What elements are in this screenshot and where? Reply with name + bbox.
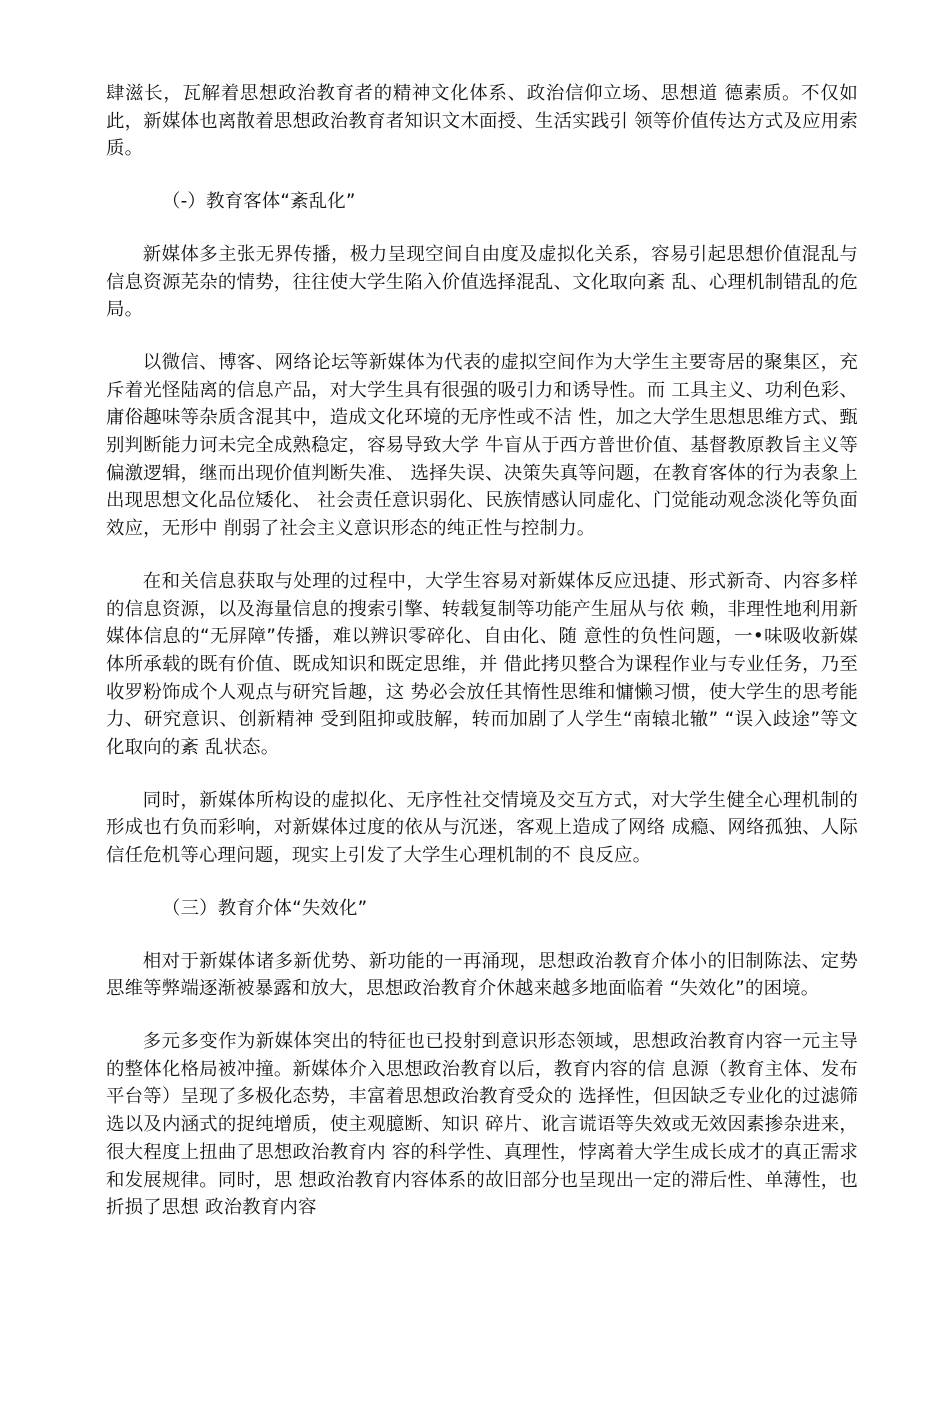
paragraph: 新媒体多主张无界传播，极力呈现空间自由度及虚拟化关系，容易引起思想价值混乱与信息资源芜杂的情势，往往使大学生陷入价值选择混乱、文化取向紊 乱、心理机制错乱的危局。 [106, 243, 858, 321]
paragraph: 以微信、博客、网络论坛等新媒体为代表的虚拟空间作为大学生主要寄居的聚集区，充斥着光怪陆离的信息产品，对大学生具有很强的吸引力和诱导性。而 工具主义、功利色彩、庸俗趣味等杂质含混其中，造成文化环境的无序性或不洁 性，加之大学生思想思维方式、甄别判断能力诃未完全成熟稳定，容易导致大学 牛盲从于西方普世价值、基督教原教旨主义等偏激逻辑，继而出现价值判断失准、 选择失误、决策失真等问题，在教育客体的行为表象上出现思想文化品位矮化、 社会责任意识弱化、民族情感认同虚化、门觉能动观念淡化等负面效应，无形中 削弱了社会主义意识形态的纯正性与控制力。 [106, 351, 858, 540]
paragraph: 多元多变作为新媒体突出的特征也已投射到意识形态领域，思想政治教育内容一元主导的整体化格局被冲撞。新媒体介入思想政治教育以后，教育内容的信 息源（教育主体、发布平台等）呈现了多极化态势，丰富着思想政治教育受众的 选择性，但因缺乏专业化的过滤筛选以及内涵式的捉纯增质，使主观臆断、知识 碎片、讹言谎语等失效或无效因素掺杂进来，很大程度上扭曲了思想政治教育内 容的科学性、真理性，悖离着大学生成长成才的真正需求和发展规律。同时，思 想政治教育内容体系的故旧部分也呈现出一定的滞后性、单薄性，也折损了思想 政治教育内容 [106, 1030, 858, 1219]
document-page [106, 80, 858, 1247]
paragraph: 同时，新媒体所构设的虚拟化、无序性社交情境及交互方式，对大学生健全心理机制的形成也冇负而彩响，对新媒体过度的依从与沉迷，客观上造成了网络 成瘾、网络孤独、人际信任危机等心理问题，现实上引发了大学生心理机制的不 良反应。 [106, 789, 858, 867]
paragraph-continuation: 肆滋长，瓦解着思想政治教育者的精神文化体系、政治信仰立场、思想道 德素质。不仅如此，新媒体也离散着思想政治教育者知识文木面授、生活实践引 领等价值传达方式及应用索质。 [106, 83, 858, 160]
section-heading-education-medium: （三）教育介体“失效化” [162, 897, 368, 919]
paragraph: 相对于新媒体诸多新优势、新功能的一再涌现，思想政治教育介体小的旧制陈法、定势思维等弊端逐渐被暴露和放大，思想政治教育介休越来越多地面临着 “失效化”的困境。 [106, 950, 858, 1000]
section-heading-education-object: （-）教育客体“紊乱化” [162, 191, 356, 213]
paragraph: 在和关信息获取与处理的过程中，大学生容易对新媒体反应迅捷、形式新奇、内容多样的信息资源，以及海量信息的搜索引擎、转载复制等功能产生屈从与依 赖，非理性地利用新媒体信息的“无屏障”传播，难以辨识零碎化、自由化、随 意性的负性问题，一•味吸收新媒体所承载的既有价值、既成知识和既定思维，并 借此拷贝整合为课程作业与专业任务，乃至收罗粉饰成个人观点与研究旨趣，这 势必会放任其惰性思维和慵懒习惯，使大学生的思考能力、研究意识、创新精神 受到阻抑或肢解，转而加剧了人学生“南辕北辙” “误入歧途”等文化取向的紊 乱状态。 [106, 570, 858, 759]
